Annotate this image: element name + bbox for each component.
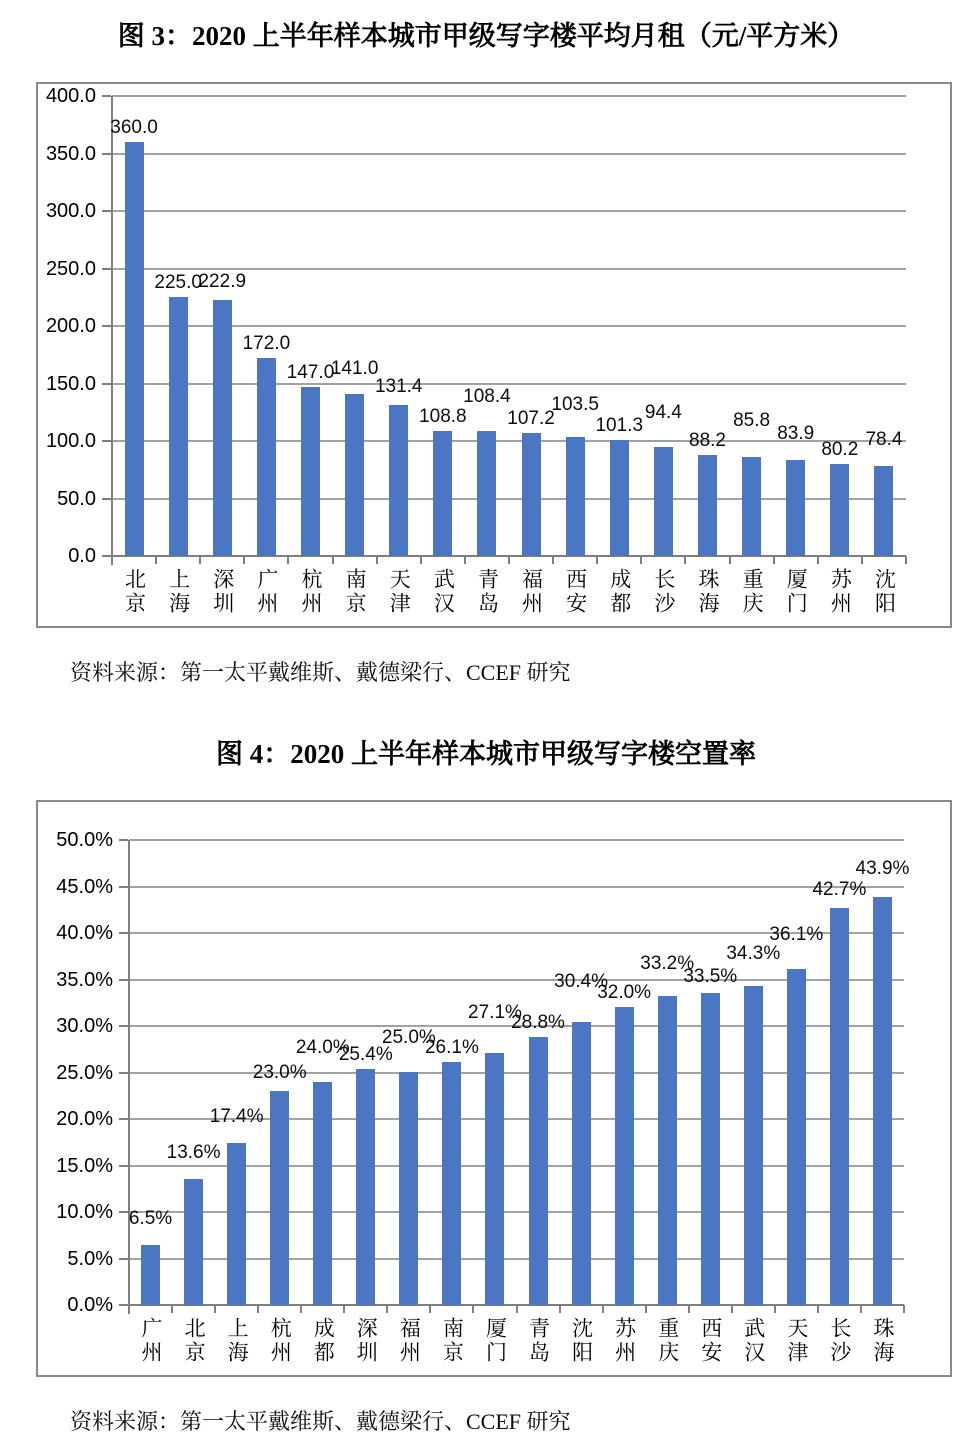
bar-value-label: 101.3 (595, 415, 644, 436)
x-tick-mark (774, 1305, 776, 1313)
gridline (129, 839, 904, 841)
x-category-label: 长沙 (827, 1317, 852, 1365)
x-tick-mark (257, 1305, 259, 1313)
y-axis-line (111, 96, 113, 565)
y-tick-mark (119, 1118, 128, 1120)
gridline (129, 886, 904, 888)
x-tick-mark (155, 556, 157, 564)
bar-value-label: 103.5 (551, 394, 599, 415)
y-tick-label: 350.0 (45, 142, 96, 165)
bar (257, 358, 276, 556)
bar-value-label: 107.2 (507, 408, 555, 429)
y-axis-line (128, 840, 130, 1314)
gridline (112, 268, 906, 270)
x-tick-mark (214, 1305, 216, 1313)
bar (227, 1143, 246, 1305)
x-tick-mark (729, 556, 731, 564)
x-category-label: 杭州 (268, 1317, 293, 1365)
x-category-label: 苏州 (612, 1317, 637, 1365)
y-tick-mark (119, 1025, 128, 1027)
x-tick-mark (199, 556, 201, 564)
x-tick-mark (817, 556, 819, 564)
figure-4-chart (36, 800, 952, 1377)
bar (485, 1053, 504, 1305)
x-category-label: 成都 (607, 568, 632, 616)
bar (786, 460, 805, 556)
x-tick-mark (171, 1305, 173, 1313)
bar (658, 996, 677, 1305)
y-tick-label: 200.0 (45, 315, 96, 337)
bar-value-label: 25.4% (338, 1044, 393, 1065)
bar (477, 431, 496, 556)
bar-value-label: 141.0 (330, 358, 379, 379)
x-category-label: 深圳 (354, 1317, 379, 1365)
bar (356, 1069, 375, 1305)
x-tick-mark (684, 556, 686, 564)
bar-value-label: 13.6% (166, 1142, 221, 1163)
bar-value-label: 225.0 (154, 272, 202, 293)
y-tick-mark (102, 383, 111, 385)
bar (742, 457, 761, 556)
figure-4-title: 图 4：2020 上半年样本城市甲级写字楼空置率 (216, 739, 756, 769)
bar (873, 897, 892, 1305)
bar (615, 1007, 634, 1305)
bar-value-label: 83.9 (777, 423, 815, 444)
x-category-label: 福州 (397, 1317, 422, 1365)
x-category-label: 西安 (698, 1317, 723, 1365)
bar-value-label: 33.5% (683, 966, 738, 987)
x-category-label: 杭州 (299, 568, 323, 616)
y-tick-label: 50.0 (57, 487, 96, 510)
x-tick-mark (817, 1305, 819, 1313)
x-tick-mark (516, 1305, 518, 1313)
bar (529, 1037, 548, 1305)
y-tick-mark (102, 95, 111, 97)
x-tick-mark (552, 556, 554, 564)
x-category-label: 广州 (139, 1317, 164, 1365)
bar (433, 431, 452, 556)
x-tick-mark (464, 556, 466, 564)
y-tick-mark (119, 1165, 128, 1167)
x-category-label: 成都 (311, 1317, 336, 1365)
bar-value-label: 23.0% (252, 1062, 307, 1083)
x-tick-mark (602, 1305, 604, 1313)
x-tick-mark (386, 1305, 388, 1313)
x-category-label: 青岛 (475, 568, 500, 616)
x-category-label: 重庆 (740, 568, 765, 616)
x-category-label: 广州 (254, 568, 279, 616)
bar-value-label: 26.1% (424, 1037, 479, 1058)
bar-value-label: 42.7% (812, 879, 867, 900)
x-category-label: 上海 (225, 1317, 250, 1365)
figure-3-chart (36, 82, 952, 628)
x-tick-mark (472, 1305, 474, 1313)
gridline (112, 210, 906, 212)
x-category-label: 苏州 (828, 568, 853, 616)
y-tick-mark (119, 839, 128, 841)
y-tick-label: 45.0% (56, 875, 113, 898)
bar-value-label: 27.1% (468, 1002, 522, 1023)
x-tick-mark (300, 1305, 302, 1313)
y-tick-label: 300.0 (45, 200, 96, 222)
bar (566, 437, 585, 556)
x-tick-mark (640, 556, 642, 564)
bar-value-label: 94.4 (644, 402, 682, 423)
figure-4 (0, 734, 972, 1437)
y-tick-label: 100.0 (45, 430, 96, 452)
bar (654, 447, 673, 556)
x-category-label: 重庆 (655, 1317, 680, 1365)
bar (787, 969, 806, 1305)
y-tick-label: 0.0 (68, 545, 96, 567)
x-tick-mark (860, 1305, 862, 1313)
bar (125, 142, 144, 556)
bar (874, 466, 893, 556)
x-category-label: 深圳 (210, 568, 235, 616)
x-category-label: 武汉 (741, 1317, 766, 1365)
bar-value-label: 33.2% (640, 953, 695, 974)
y-tick-label: 15.0% (56, 1154, 113, 1177)
x-category-label: 珠海 (870, 1317, 895, 1365)
bar (313, 1082, 332, 1305)
y-tick-label: 250.0 (45, 257, 96, 280)
x-tick-mark (287, 556, 289, 564)
bar-value-label: 30.4% (554, 971, 609, 992)
bar (572, 1022, 591, 1305)
x-category-label: 上海 (166, 568, 191, 616)
y-tick-label: 50.0% (56, 829, 113, 851)
y-tick-mark (119, 979, 128, 981)
bar-value-label: 108.4 (463, 386, 511, 407)
x-category-label: 天津 (784, 1317, 809, 1365)
bar (301, 387, 320, 556)
y-tick-mark (102, 555, 111, 557)
x-category-label: 北京 (182, 1317, 207, 1365)
y-tick-mark (102, 153, 111, 155)
bar-value-label: 360.0 (110, 117, 158, 138)
y-tick-label: 0.0% (67, 1294, 113, 1316)
bar-value-label: 108.8 (419, 406, 467, 427)
bar (141, 1245, 160, 1305)
x-category-label: 西安 (563, 568, 588, 616)
bar-value-label: 25.0% (381, 1027, 436, 1048)
x-category-label: 天津 (387, 568, 412, 616)
x-tick-mark (731, 1305, 733, 1313)
bar (522, 433, 541, 556)
y-tick-mark (102, 210, 111, 212)
x-tick-mark (332, 556, 334, 564)
bar-value-label: 88.2 (689, 430, 726, 451)
x-tick-mark (508, 556, 510, 564)
x-tick-mark (645, 1305, 647, 1313)
x-tick-mark (343, 1305, 345, 1313)
x-tick-mark (688, 1305, 690, 1313)
x-tick-mark (243, 556, 245, 564)
document (0, 16, 972, 1437)
y-tick-label: 10.0% (56, 1201, 113, 1223)
y-tick-mark (102, 498, 111, 500)
bar-value-label: 222.9 (198, 271, 247, 292)
x-tick-mark (111, 556, 113, 564)
bar (213, 300, 232, 556)
figure-3-title: 图 3：2020 上半年样本城市甲级写字楼平均月租（元/平方米） (117, 21, 855, 51)
figure-3-source: 资料来源：第一太平戴维斯、戴德梁行、CCEF 研究 (70, 660, 571, 685)
bar-value-label: 147.0 (286, 362, 335, 383)
bar-value-label: 34.3% (726, 943, 781, 964)
bar (698, 455, 717, 556)
bar (701, 993, 720, 1305)
x-tick-mark (905, 556, 907, 564)
bar (169, 297, 188, 556)
y-tick-label: 150.0 (45, 372, 96, 395)
y-tick-label: 5.0% (67, 1247, 113, 1270)
bar-value-label: 43.9% (855, 858, 910, 879)
y-tick-label: 35.0% (56, 968, 113, 991)
y-tick-mark (102, 268, 111, 270)
y-tick-mark (102, 440, 111, 442)
bar (184, 1179, 203, 1305)
y-tick-mark (119, 886, 128, 888)
y-tick-label: 30.0% (56, 1015, 113, 1037)
x-category-label: 沈阳 (569, 1317, 594, 1365)
x-tick-mark (559, 1305, 561, 1313)
bar-value-label: 6.5% (128, 1208, 173, 1229)
gridline (112, 95, 906, 97)
bar (399, 1072, 418, 1305)
x-tick-mark (861, 556, 863, 564)
bar-value-label: 24.0% (295, 1037, 350, 1058)
y-tick-label: 25.0% (56, 1061, 113, 1084)
bar-value-label: 36.1% (769, 924, 824, 945)
bar (389, 405, 408, 556)
x-tick-mark (376, 556, 378, 564)
x-category-label: 长沙 (651, 568, 676, 616)
figure-3 (0, 16, 972, 688)
y-tick-mark (119, 1211, 128, 1213)
bar-value-label: 32.0% (597, 982, 652, 1003)
x-tick-mark (420, 556, 422, 564)
x-category-label: 南京 (440, 1317, 465, 1365)
x-category-label: 珠海 (696, 568, 720, 616)
bar (830, 908, 849, 1305)
bar (442, 1062, 461, 1305)
x-category-label: 青岛 (526, 1317, 551, 1365)
bar-value-label: 131.4 (374, 376, 423, 397)
bar (270, 1091, 289, 1305)
y-tick-label: 20.0% (56, 1108, 113, 1130)
bar-value-label: 78.4 (865, 429, 903, 450)
figure-4-source: 资料来源：第一太平戴维斯、戴德梁行、CCEF 研究 (70, 1409, 571, 1434)
x-tick-mark (773, 556, 775, 564)
bar-value-label: 85.8 (733, 410, 771, 431)
bar-value-label: 17.4% (209, 1106, 264, 1127)
bar (744, 986, 763, 1305)
x-category-label: 武汉 (431, 568, 456, 616)
y-tick-mark (119, 1258, 128, 1260)
x-tick-mark (128, 1305, 130, 1313)
bar (610, 440, 629, 556)
x-category-label: 南京 (343, 568, 368, 616)
x-tick-mark (903, 1305, 905, 1313)
bar-value-label: 80.2 (821, 439, 859, 460)
y-tick-mark (119, 1304, 128, 1306)
x-category-label: 沈阳 (872, 568, 897, 616)
bar (345, 394, 364, 556)
bar (830, 464, 849, 556)
x-category-label: 北京 (122, 568, 147, 616)
y-tick-mark (119, 932, 128, 934)
x-tick-mark (596, 556, 598, 564)
bar-value-label: 172.0 (242, 333, 291, 354)
bar-value-label: 28.8% (511, 1012, 565, 1033)
x-category-label: 厦门 (483, 1317, 508, 1365)
x-tick-mark (429, 1305, 431, 1313)
gridline (112, 153, 906, 155)
y-tick-mark (119, 1072, 128, 1074)
x-category-label: 福州 (519, 568, 544, 616)
x-category-label: 厦门 (784, 568, 809, 616)
y-tick-mark (102, 325, 111, 327)
y-tick-label: 40.0% (56, 922, 113, 944)
y-tick-label: 400.0 (45, 85, 96, 107)
